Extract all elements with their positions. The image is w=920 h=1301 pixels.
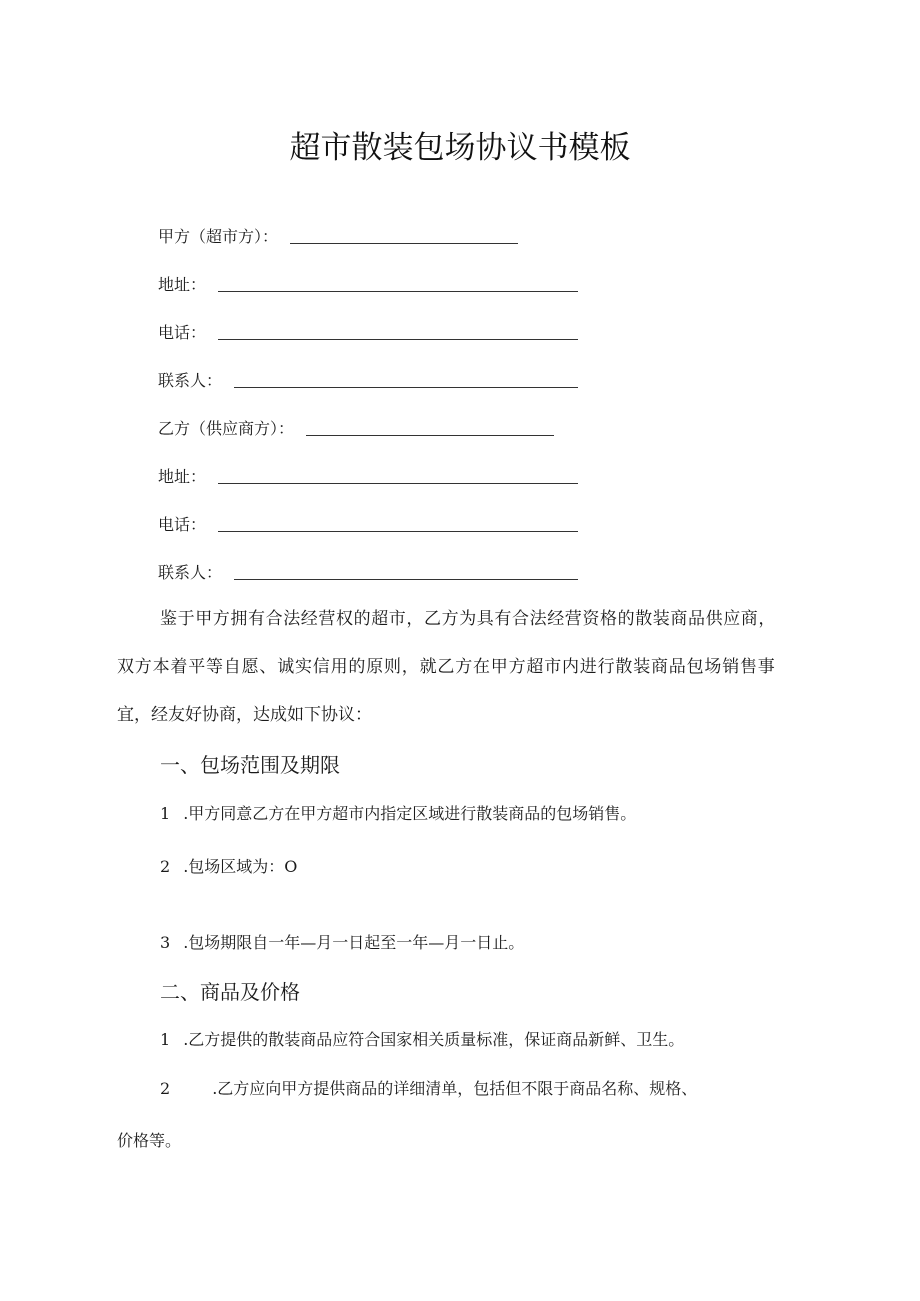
preamble-line-3: 宜，经友好协商，达成如下协议： bbox=[117, 705, 372, 725]
party-a-blank-line bbox=[290, 242, 518, 244]
item-text: .甲方同意乙方在甲方超市内指定区域进行散装商品的包场销售。 bbox=[183, 804, 637, 823]
section-1-item-2 bbox=[160, 856, 297, 878]
section-2-heading: 二、商品及价格 bbox=[160, 980, 300, 1004]
party-b-label: 乙方（供应商方）： bbox=[158, 419, 295, 438]
party-a-phone-label: 电话： bbox=[158, 323, 207, 342]
party-a-contact-blank-line bbox=[234, 386, 578, 388]
party-a-address-label: 地址： bbox=[158, 275, 207, 294]
party-b-address-field bbox=[158, 462, 578, 488]
section-1-item-1 bbox=[160, 803, 636, 825]
party-b-phone-label: 电话： bbox=[158, 515, 207, 534]
party-b-address-label: 地址： bbox=[158, 467, 207, 486]
preamble-line-1: 鉴于甲方拥有合法经营权的超市，乙方为具有合法经营资格的散装商品供应商， bbox=[160, 609, 776, 629]
item-number: 3 bbox=[160, 933, 171, 952]
item-number: 2 bbox=[160, 857, 171, 876]
party-a-field bbox=[158, 222, 518, 248]
item-number: 2 bbox=[160, 1079, 171, 1098]
item-number: 1 bbox=[160, 804, 171, 823]
section-1-item-3 bbox=[160, 932, 524, 954]
party-b-field bbox=[158, 414, 554, 440]
section-2-item-2-continuation: 价格等。 bbox=[117, 1131, 182, 1150]
item-text: .乙方应向甲方提供商品的详细清单，包括但不限于商品名称、规格、 bbox=[212, 1079, 698, 1098]
party-a-phone-field bbox=[158, 318, 578, 344]
party-b-phone-blank-line bbox=[218, 530, 578, 532]
party-b-contact-blank-line bbox=[234, 578, 578, 580]
section-2-item-1 bbox=[160, 1029, 684, 1051]
section-1-heading: 一、包场范围及期限 bbox=[160, 753, 340, 777]
party-a-address-blank-line bbox=[218, 290, 578, 292]
party-b-contact-label: 联系人： bbox=[158, 563, 223, 582]
document-title: 超市散装包场协议书模板 bbox=[289, 130, 631, 166]
item-text: .包场期限自一年—月一日起至一年—月一日止。 bbox=[183, 933, 525, 952]
party-b-contact-field bbox=[158, 558, 578, 584]
party-a-label: 甲方（超市方）： bbox=[158, 227, 279, 246]
party-b-blank-line bbox=[306, 434, 554, 436]
party-a-address-field bbox=[158, 270, 578, 296]
party-a-phone-blank-line bbox=[218, 338, 578, 340]
preamble-line-2: 双方本着平等自愿、诚实信用的原则，就乙方在甲方超市内进行散装商品包场销售事 bbox=[117, 657, 776, 677]
item-text: .乙方提供的散装商品应符合国家相关质量标准，保证商品新鲜、卫生。 bbox=[183, 1030, 685, 1049]
section-2-item-2 bbox=[160, 1078, 697, 1100]
item-number: 1 bbox=[160, 1030, 171, 1049]
party-b-phone-field bbox=[158, 510, 578, 536]
party-a-contact-field bbox=[158, 366, 578, 392]
party-b-address-blank-line bbox=[218, 482, 578, 484]
item-text: .包场区域为：O bbox=[183, 857, 298, 876]
party-a-contact-label: 联系人： bbox=[158, 371, 223, 390]
